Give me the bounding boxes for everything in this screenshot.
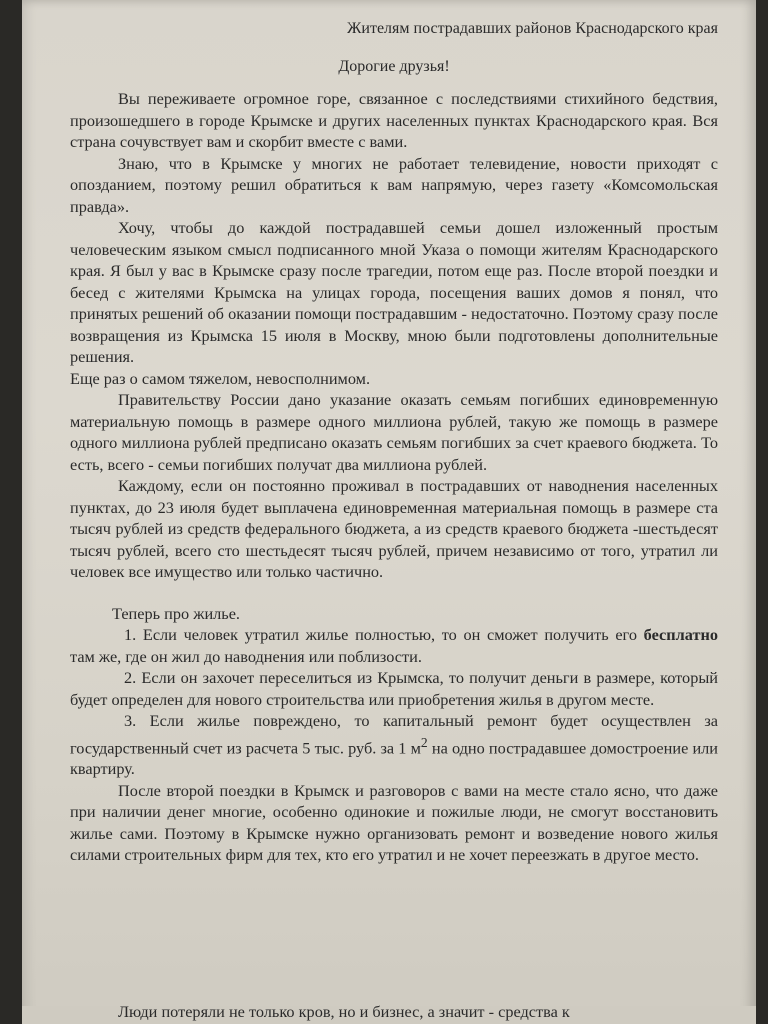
letter-body bbox=[70, 18, 718, 866]
letter-addressee: Жителям пострадавших районов Краснодарского края bbox=[347, 20, 718, 37]
paragraph-construction: После второй поездки в Крымск и разговоров с вами на месте стало ясно, что даже при наличии денег многие, особенно одинокие и пожилые люди, не смогут восстановить жилье сами. Поэтому в Крымске нужно организовать ремонт и возведение нового жилья силами строительных фирм для тех, кто его утратил и не хочет переезжать в другое место. bbox=[70, 780, 718, 865]
paragraph-intro-again: Еще раз о самом тяжелом, невосполнимом. bbox=[70, 368, 371, 388]
housing-list-item bbox=[70, 667, 718, 710]
housing-list bbox=[70, 624, 718, 780]
paragraph-intro-decree: Хочу, чтобы до каждой пострадавшей семьи дошел изложенный простым человеческим языком смысл подписанного мной Указа о помощи жителям Краснодарского края. Я был у вас в Крымске сразу после трагедии, потом еще раз. После второй поездки и бесед с жителями Крымска на улицах города, посещения ваших домов я понял, что принятых решений об оказании помощи пострадавшим - недостаточно. Поэтому сразу после возвращения из Крымска 15 июля в Москву, мною были подготовлены дополнительные решения. bbox=[70, 218, 718, 366]
paragraph-aid-each: Каждому, если он постоянно проживал в пострадавших от наводнения населенных пунктах, до 23 июля будет выплачена единовременная материальная помощь в размере ста тысяч рублей из средств федерального бюджета, а из средств краевого бюджета -шестьдесят тысяч рублей, всего сто шестьдесят тысяч рублей, причем независимо от того, утратил ли человек все имущество или только частично. bbox=[70, 476, 718, 581]
housing-item-1-number: 1. bbox=[124, 625, 137, 644]
housing-item-1 bbox=[70, 624, 718, 667]
housing-list-item bbox=[70, 624, 718, 667]
housing-item-1-text-end: там же, где он жил до наводнения или поблизости. bbox=[70, 646, 422, 666]
paragraph-aid-families: Правительству России дано указание оказать семьям погибших единовременную материальную помощь в размере одного миллиона рублей, такую же помощь в размере одного миллиона рублей предписано оказать семьям погибших за счет краевого бюджета. То есть, всего - семьи погибших получат два миллиона рублей. bbox=[70, 390, 718, 474]
housing-list-item bbox=[70, 710, 718, 780]
housing-item-3-text-start: 3. Если жилье повреждено, то капитальный ремонт будет осуществлен за государственный счет из расчета 5 тыс. руб. за 1 м bbox=[70, 711, 718, 757]
paragraph-intro-grief: Вы переживаете огромное горе, связанное с последствиями стихийного бедствия, произошедшего в городе Крымске и других населенных пунктах Краснодарского края. Вся страна сочувствует вам и скорбит вместе с вами. bbox=[70, 89, 718, 151]
paper-sheet bbox=[22, 0, 756, 1024]
paragraph-business-truncated: Люди потеряли не только кров, но и бизнес, а значит - средства к bbox=[118, 1001, 570, 1021]
section-gap bbox=[70, 583, 718, 603]
housing-item-1-bold: бесплатно bbox=[643, 625, 718, 644]
page-bottom-band bbox=[22, 1001, 756, 1024]
housing-item-3 bbox=[70, 710, 718, 780]
housing-heading: Теперь про жилье. bbox=[112, 603, 240, 623]
square-meter-superscript: 2 bbox=[420, 734, 428, 750]
paragraph-intro-tv: Знаю, что в Крымске у многих не работает телевидение, новости приходят с опозданием, поэтому решил обратиться к вам напрямую, через газету «Комсомольская правда». bbox=[70, 153, 718, 216]
housing-item-1-text-start: Если человек утратил жилье полностью, то он сможет получить его bbox=[142, 625, 637, 644]
housing-item-3-text-end: на одно пострадавшее домостроение или квартиру. bbox=[70, 737, 719, 779]
letter-salutation: Дорогие друзья! bbox=[338, 58, 450, 75]
housing-item-2: 2. Если он захочет переселиться из Крымска, то получит деньги в размере, который будет определен для нового строительства или приобретения жилья в другом месте. bbox=[70, 668, 718, 709]
